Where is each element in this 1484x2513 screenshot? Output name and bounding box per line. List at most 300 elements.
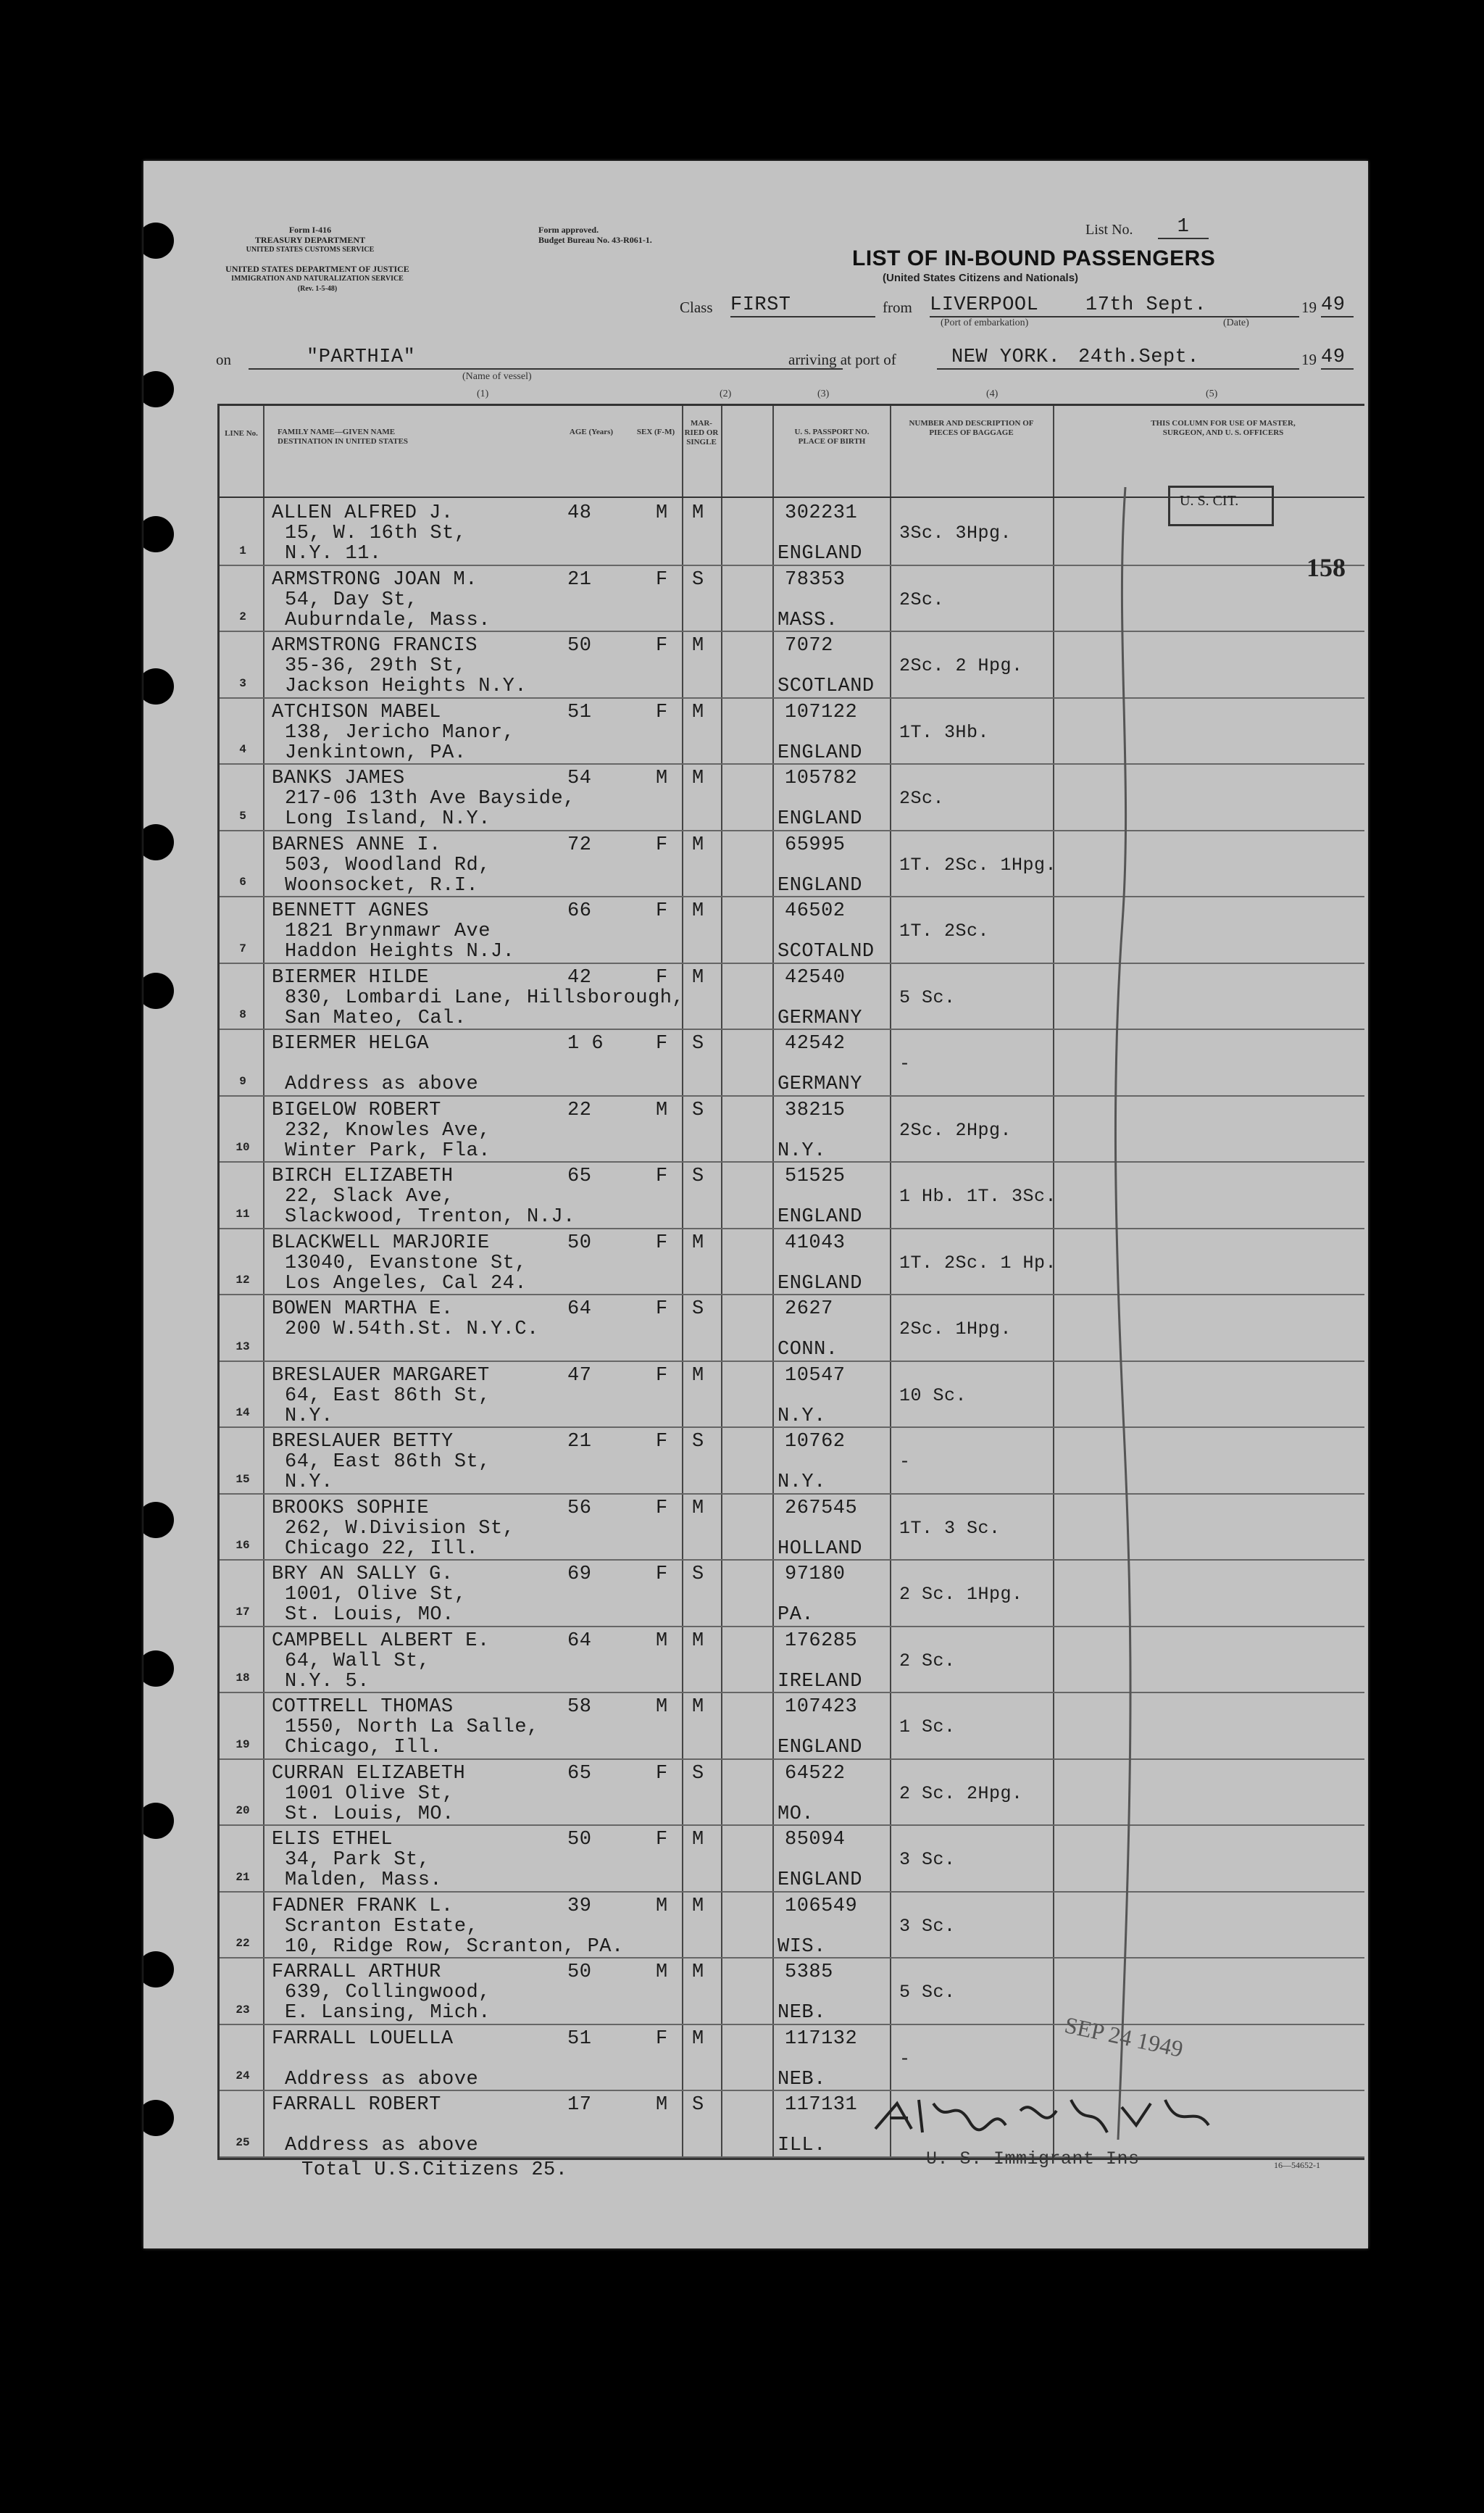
row-name: BLACKWELL MARJORIE <box>272 1231 490 1254</box>
row-address-2: Chicago, Ill. <box>285 1737 443 1758</box>
row-birthplace: PA. <box>778 1604 814 1626</box>
row-birthplace: NEB. <box>778 2068 826 2090</box>
row-marital: S <box>692 1762 704 1785</box>
col-header-age: AGE (Years) <box>569 428 614 436</box>
row-passport: 267545 <box>785 1497 858 1519</box>
row-address-2: N.Y. <box>285 1471 333 1493</box>
row-passport: 10762 <box>785 1431 846 1453</box>
col-header-name-sub: DESTINATION IN UNITED STATES <box>278 437 409 446</box>
table-row <box>220 1891 1364 1959</box>
row-baggage: 1 Hb. 1T. 3Sc. <box>899 1186 1057 1207</box>
row-line-number: 6 <box>239 876 246 889</box>
row-age: 17 <box>567 2094 592 2116</box>
row-marital: M <box>692 1696 704 1718</box>
row-marital: M <box>692 635 704 657</box>
row-marital: S <box>692 1563 704 1585</box>
row-address-2: Jenkintown, PA. <box>285 742 467 764</box>
year-prefix: 19 <box>1301 351 1317 368</box>
row-line-number: 16 <box>235 1539 250 1552</box>
row-age: 65 <box>567 1762 592 1785</box>
class-value: FIRST <box>730 294 875 317</box>
table-row <box>220 1095 1364 1163</box>
row-sex: M <box>656 1895 668 1917</box>
table-row <box>220 830 1364 898</box>
row-baggage: 2Sc. 1Hpg. <box>899 1318 1012 1339</box>
row-name: FARRALL ROBERT <box>272 2094 441 2116</box>
row-address-1: 64, Wall St, <box>285 1650 430 1672</box>
col-header-married: MAR-RIED OR SINGLE <box>684 419 719 446</box>
row-passport: 117131 <box>785 2094 858 2116</box>
row-name: ARMSTRONG JOAN M. <box>272 568 478 591</box>
row-marital: S <box>692 1298 704 1320</box>
list-number-label: List No. <box>1085 222 1133 238</box>
row-address-1: 1550, North La Salle, <box>285 1716 539 1738</box>
page-subtitle: (United States Citizens and Nationals) <box>883 272 1079 284</box>
row-age: 51 <box>567 701 592 723</box>
document-sheet <box>143 161 1368 2248</box>
row-address-1: 200 W.54th.St. N.Y.C. <box>285 1318 539 1340</box>
row-address-1: 22, Slack Ave, <box>285 1186 454 1208</box>
row-address-1: Scranton Estate, <box>285 1915 479 1937</box>
row-birthplace: IRELAND <box>778 1670 862 1692</box>
date-stamp: SEP 24 1949 <box>1062 2011 1185 2062</box>
row-address-1: 217-06 13th Ave Bayside, <box>285 788 575 810</box>
row-name: ALLEN ALFRED J. <box>272 502 454 524</box>
row-sex: F <box>656 2027 668 2050</box>
row-name: FARRALL ARTHUR <box>272 1961 441 1983</box>
row-marital: S <box>692 1166 704 1187</box>
punch-hole <box>143 2100 174 2136</box>
row-name: CAMPBELL ALBERT E. <box>272 1629 490 1652</box>
row-baggage: 1T. 2Sc. 1Hpg. <box>899 854 1057 876</box>
row-marital: M <box>692 1829 704 1851</box>
row-line-number: 12 <box>235 1274 250 1287</box>
from-port: LIVERPOOL <box>930 294 1039 316</box>
row-name: BIRCH ELIZABETH <box>272 1166 454 1187</box>
row-line-number: 18 <box>235 1671 250 1685</box>
row-passport: 42542 <box>785 1033 846 1055</box>
row-line-number: 24 <box>235 2069 250 2082</box>
row-age: 72 <box>567 834 592 856</box>
row-name: BRESLAUER BETTY <box>272 1431 454 1453</box>
table-row <box>220 763 1364 831</box>
row-address-2: Woonsocket, R.I. <box>285 874 479 897</box>
justice-dept: UNITED STATES DEPARTMENT OF JUSTICE <box>225 264 409 274</box>
ins-service: IMMIGRATION AND NATURALIZATION SERVICE <box>231 275 404 283</box>
from-date: 17th Sept. <box>1085 294 1207 316</box>
list-number: 1 <box>1158 216 1209 239</box>
row-baggage: 1T. 2Sc. <box>899 921 990 942</box>
form-code: 16—54652-1 <box>1274 2160 1320 2170</box>
row-sex: F <box>656 1166 668 1187</box>
row-age: 42 <box>567 966 592 989</box>
page-title: LIST OF IN-BOUND PASSENGERS <box>852 246 1216 270</box>
row-age: 48 <box>567 502 592 524</box>
arrival-port: NEW YORK. <box>951 346 1061 368</box>
row-address-1: 35-36, 29th St, <box>285 655 467 677</box>
row-name: ARMSTRONG FRANCIS <box>272 635 478 657</box>
row-birthplace: N.Y. <box>778 1139 826 1162</box>
row-birthplace: ENGLAND <box>778 543 862 565</box>
punch-hole <box>143 1502 174 1538</box>
punch-hole <box>143 1951 174 1987</box>
row-sex: F <box>656 1431 668 1453</box>
row-address-2: Haddon Heights N.J. <box>285 941 515 963</box>
table-row <box>220 1957 1364 2025</box>
row-line-number: 8 <box>239 1008 246 1021</box>
col-header-baggage: NUMBER AND DESCRIPTION OF PIECES OF BAGGAGE <box>909 419 1034 437</box>
row-age: 50 <box>567 1961 592 1983</box>
row-marital: M <box>692 2027 704 2050</box>
row-passport: 42540 <box>785 966 846 989</box>
row-line-number: 9 <box>239 1074 246 1088</box>
row-age: 65 <box>567 1166 592 1187</box>
row-passport: 46502 <box>785 900 846 922</box>
row-age: 64 <box>567 1298 592 1320</box>
row-passport: 107122 <box>785 701 858 723</box>
row-baggage: 3 Sc. <box>899 1915 956 1937</box>
row-sex: M <box>656 1629 668 1652</box>
row-passport: 78353 <box>785 568 846 591</box>
row-marital: S <box>692 2094 704 2116</box>
row-line-number: 11 <box>235 1207 250 1221</box>
row-birthplace: SCOTLAND <box>778 676 875 697</box>
table-row <box>220 1361 1364 1429</box>
row-baggage: 5 Sc. <box>899 986 956 1008</box>
row-address-1: 138, Jericho Manor, <box>285 721 515 744</box>
arrival-year: 49 <box>1321 346 1354 370</box>
row-passport: 117132 <box>785 2027 858 2050</box>
row-address-2: Long Island, N.Y. <box>285 808 491 830</box>
row-passport: 10547 <box>785 1364 846 1387</box>
row-passport: 302231 <box>785 502 858 524</box>
row-address-2: Auburndale, Mass. <box>285 609 491 631</box>
table-row <box>220 1824 1364 1893</box>
row-sex: M <box>656 768 668 789</box>
row-line-number: 2 <box>239 610 246 623</box>
customs-service: UNITED STATES CUSTOMS SERVICE <box>246 246 375 254</box>
row-name: BOWEN MARTHA E. <box>272 1298 454 1320</box>
row-line-number: 3 <box>239 676 246 690</box>
inspector-signature <box>868 2089 1245 2147</box>
table-row <box>220 963 1364 1031</box>
row-sex: F <box>656 1762 668 1785</box>
pencil-mark <box>1111 487 1135 2140</box>
row-birthplace: ENGLAND <box>778 874 862 897</box>
row-line-number: 22 <box>235 1937 250 1950</box>
row-age: 21 <box>567 568 592 591</box>
row-baggage: 5 Sc. <box>899 1982 956 2003</box>
col-header-officers: THIS COLUMN FOR USE OF MASTER, SURGEON, AND U. S. OFFICERS <box>1151 419 1296 437</box>
row-marital: S <box>692 1033 704 1055</box>
row-birthplace: MO. <box>778 1803 814 1825</box>
row-address-2: N.Y. 11. <box>285 543 382 565</box>
table-row <box>220 1294 1364 1362</box>
row-passport: 2627 <box>785 1298 833 1320</box>
treasury-dept: TREASURY DEPARTMENT <box>254 235 366 245</box>
row-baggage: 2 Sc. 1Hpg. <box>899 1584 1023 1605</box>
from-year: 49 <box>1321 294 1354 317</box>
row-sex: F <box>656 900 668 922</box>
row-address-2: Address as above <box>285 2135 479 2156</box>
row-birthplace: SCOTALND <box>778 941 875 963</box>
col-header-passport <box>776 428 888 446</box>
row-birthplace: ENGLAND <box>778 1206 862 1228</box>
punch-hole <box>143 1803 174 1839</box>
row-address-2: Slackwood, Trenton, N.J. <box>285 1206 575 1228</box>
row-baggage: 2Sc. 2 Hpg. <box>899 655 1023 676</box>
justice-header <box>212 264 422 294</box>
table-row <box>220 1161 1364 1229</box>
row-line-number: 1 <box>239 544 246 557</box>
row-address-1: 15, W. 16th St, <box>285 523 467 544</box>
row-address-1: 639, Collingwood, <box>285 1982 491 2003</box>
row-sex: M <box>656 1961 668 1983</box>
form-approval <box>538 225 652 245</box>
row-baggage: 2Sc. <box>899 589 945 610</box>
row-address-2: St. Louis, MO. <box>285 1803 454 1825</box>
row-birthplace: ENGLAND <box>778 1869 862 1891</box>
row-address-1: 1001, Olive St, <box>285 1584 467 1606</box>
row-sex: M <box>656 502 668 524</box>
row-baggage: 2Sc. <box>899 788 945 809</box>
row-name: FARRALL LOUELLA <box>272 2027 454 2050</box>
row-address-2: Malden, Mass. <box>285 1869 443 1891</box>
row-marital: M <box>692 1231 704 1254</box>
row-address-1: 262, W.Division St, <box>285 1517 515 1540</box>
row-sex: M <box>656 1696 668 1718</box>
row-marital: M <box>692 966 704 989</box>
row-name: CURRAN ELIZABETH <box>272 1762 466 1785</box>
year-prefix: 19 <box>1301 299 1317 316</box>
row-line-number: 25 <box>235 2135 250 2149</box>
table-row <box>220 1029 1364 1097</box>
row-baggage: 1T. 3 Sc. <box>899 1517 1001 1539</box>
row-sex: M <box>656 1099 668 1121</box>
row-marital: M <box>692 1629 704 1652</box>
row-name: BANKS JAMES <box>272 768 405 789</box>
row-birthplace: ENGLAND <box>778 1272 862 1295</box>
vessel-label: (Name of vessel) <box>462 371 532 382</box>
row-marital: M <box>692 834 704 856</box>
table-row <box>220 1493 1364 1561</box>
row-passport: 107423 <box>785 1696 858 1718</box>
row-name: COTTRELL THOMAS <box>272 1696 454 1718</box>
row-sex: F <box>656 1033 668 1055</box>
row-sex: F <box>656 1497 668 1519</box>
row-name: BIERMER HELGA <box>272 1033 430 1055</box>
row-line-number: 20 <box>235 1804 250 1817</box>
row-name: ATCHISON MABEL <box>272 701 441 723</box>
row-address-2: Jackson Heights N.Y. <box>285 676 528 697</box>
col-header-line: LINE No. <box>225 429 258 438</box>
row-sex: F <box>656 1829 668 1851</box>
punch-hole <box>143 1650 174 1687</box>
punch-hole <box>143 668 174 705</box>
row-address-2: Address as above <box>285 1073 479 1095</box>
budget-bureau: Budget Bureau No. 43-R061-1. <box>538 235 652 245</box>
row-birthplace: ENGLAND <box>778 1737 862 1758</box>
col-num-5: (5) <box>1206 389 1218 399</box>
row-age: 56 <box>567 1497 592 1519</box>
row-address-1: 1821 Brynmawr Ave <box>285 921 491 942</box>
col-num-3: (3) <box>817 389 830 399</box>
col-header-sex: SEX (F-M) <box>636 428 675 436</box>
row-line-number: 10 <box>235 1141 250 1154</box>
row-address-1: 64, East 86th St, <box>285 1451 491 1473</box>
row-name: BROOKS SOPHIE <box>272 1497 430 1519</box>
arrival-date: 24th.Sept. <box>1078 346 1200 368</box>
arriving-label: arriving at port of <box>788 351 896 368</box>
row-passport: 176285 <box>785 1629 858 1652</box>
row-birthplace: N.Y. <box>778 1471 826 1493</box>
row-address-2: E. Lansing, Mich. <box>285 2002 491 2024</box>
row-marital: S <box>692 568 704 591</box>
row-baggage: 10 Sc. <box>899 1384 967 1406</box>
row-birthplace: GERMANY <box>778 1007 862 1029</box>
row-marital: M <box>692 1497 704 1519</box>
row-sex: F <box>656 568 668 591</box>
row-address-2: 10, Ridge Row, Scranton, PA. <box>285 1935 624 1958</box>
row-passport: 106549 <box>785 1895 858 1917</box>
row-address-2: Chicago 22, Ill. <box>285 1537 479 1560</box>
row-address-2: N.Y. 5. <box>285 1670 370 1692</box>
row-birthplace: HOLLAND <box>778 1537 862 1560</box>
row-birthplace: NEB. <box>778 2002 826 2024</box>
row-marital: S <box>692 1431 704 1453</box>
from-label: from <box>883 299 912 316</box>
row-marital: S <box>692 1099 704 1121</box>
form-number: Form I-416 <box>288 225 332 235</box>
row-sex: F <box>656 1298 668 1320</box>
punch-hole <box>143 973 174 1009</box>
row-age: 69 <box>567 1563 592 1585</box>
row-age: 21 <box>567 1431 592 1453</box>
table-row <box>220 1758 1364 1827</box>
row-marital: M <box>692 900 704 922</box>
col-header-passport-main: U. S. PASSPORT NO. <box>794 428 870 436</box>
row-baggage: - <box>899 1451 911 1472</box>
row-line-number: 14 <box>235 1406 250 1419</box>
row-address-1: 64, East 86th St, <box>285 1384 491 1407</box>
total-citizens: Total U.S.Citizens 25. <box>301 2159 568 2181</box>
col-header-passport-sub: PLACE OF BIRTH <box>798 437 866 446</box>
row-baggage: 3 Sc. <box>899 1849 956 1870</box>
row-line-number: 13 <box>235 1339 250 1353</box>
row-passport: 41043 <box>785 1231 846 1254</box>
punch-hole <box>143 824 174 860</box>
row-name: BRESLAUER MARGARET <box>272 1364 490 1387</box>
row-age: 22 <box>567 1099 592 1121</box>
row-marital: M <box>692 768 704 789</box>
revision: (Rev. 1-5-48) <box>297 285 338 293</box>
row-passport: 65995 <box>785 834 846 856</box>
row-birthplace: WIS. <box>778 1935 826 1958</box>
row-passport: 97180 <box>785 1563 846 1585</box>
row-age: 50 <box>567 1231 592 1254</box>
row-name: BIERMER HILDE <box>272 966 430 989</box>
row-sex: M <box>656 2094 668 2116</box>
row-passport: 7072 <box>785 635 833 657</box>
col-num-2: (2) <box>720 389 732 399</box>
table-row <box>220 896 1364 964</box>
vessel-name: "PARTHIA" <box>249 346 843 370</box>
row-name: ELIS ETHEL <box>272 1829 393 1851</box>
row-address-2: Los Angeles, Cal 24. <box>285 1272 528 1295</box>
punch-hole <box>143 371 174 407</box>
passenger-table <box>217 404 1364 2160</box>
row-baggage: 1T. 2Sc. 1 Hp. <box>899 1252 1057 1274</box>
table-row <box>220 1228 1364 1296</box>
row-passport: 64522 <box>785 1762 846 1785</box>
row-age: 50 <box>567 1829 592 1851</box>
row-line-number: 5 <box>239 809 246 823</box>
row-name: BENNETT AGNES <box>272 900 430 922</box>
row-age: 54 <box>567 768 592 789</box>
row-address-2: San Mateo, Cal. <box>285 1007 467 1029</box>
row-birthplace: CONN. <box>778 1339 838 1361</box>
col-header-name-main: FAMILY NAME—GIVEN NAME <box>278 428 396 436</box>
row-age: 47 <box>567 1364 592 1387</box>
row-marital: M <box>692 1961 704 1983</box>
table-row <box>220 1626 1364 1694</box>
row-age: 58 <box>567 1696 592 1718</box>
row-birthplace: MASS. <box>778 609 838 631</box>
row-baggage: - <box>899 2048 911 2069</box>
row-age: 51 <box>567 2027 592 2050</box>
port-embark-label: (Port of embarkation) <box>941 317 1029 328</box>
row-sex: F <box>656 701 668 723</box>
row-name: BARNES ANNE I. <box>272 834 441 856</box>
arrival-line <box>937 346 1299 370</box>
row-address-2: Winter Park, Fla. <box>285 1139 491 1162</box>
row-age: 50 <box>567 635 592 657</box>
table-row <box>220 1559 1364 1627</box>
row-name: BRY AN SALLY G. <box>272 1563 454 1585</box>
row-sex: F <box>656 1364 668 1387</box>
row-line-number: 21 <box>235 1870 250 1884</box>
row-address-1: 34, Park St, <box>285 1849 430 1871</box>
page-number-158: 158 <box>1306 553 1346 582</box>
row-address-1: 1001 Olive St, <box>285 1782 454 1805</box>
form-approved: Form approved. <box>538 225 599 235</box>
row-marital: M <box>692 502 704 524</box>
row-sex: F <box>656 834 668 856</box>
row-baggage: 2Sc. 2Hpg. <box>899 1119 1012 1141</box>
punch-hole <box>143 223 174 259</box>
row-line-number: 23 <box>235 2003 250 2016</box>
col-num-1: (1) <box>477 389 489 399</box>
row-age: 66 <box>567 900 592 922</box>
row-baggage: 1 Sc. <box>899 1716 956 1737</box>
row-passport: 5385 <box>785 1961 833 1983</box>
row-address-1: 13040, Evanstone St, <box>285 1252 528 1274</box>
table-row <box>220 2024 1364 2092</box>
row-address-1: 503, Woodland Rd, <box>285 854 491 876</box>
row-age: 39 <box>567 1895 592 1917</box>
row-marital: M <box>692 1895 704 1917</box>
col-header-name <box>278 428 408 446</box>
row-line-number: 19 <box>235 1737 250 1751</box>
row-baggage: 2 Sc. 2Hpg. <box>899 1782 1023 1804</box>
row-passport: 105782 <box>785 768 858 789</box>
row-birthplace: ENGLAND <box>778 808 862 830</box>
row-birthplace: ENGLAND <box>778 742 862 764</box>
form-header-left <box>216 225 404 255</box>
row-line-number: 7 <box>239 942 246 955</box>
row-name: BIGELOW ROBERT <box>272 1099 441 1121</box>
date-label: (Date) <box>1223 317 1249 328</box>
